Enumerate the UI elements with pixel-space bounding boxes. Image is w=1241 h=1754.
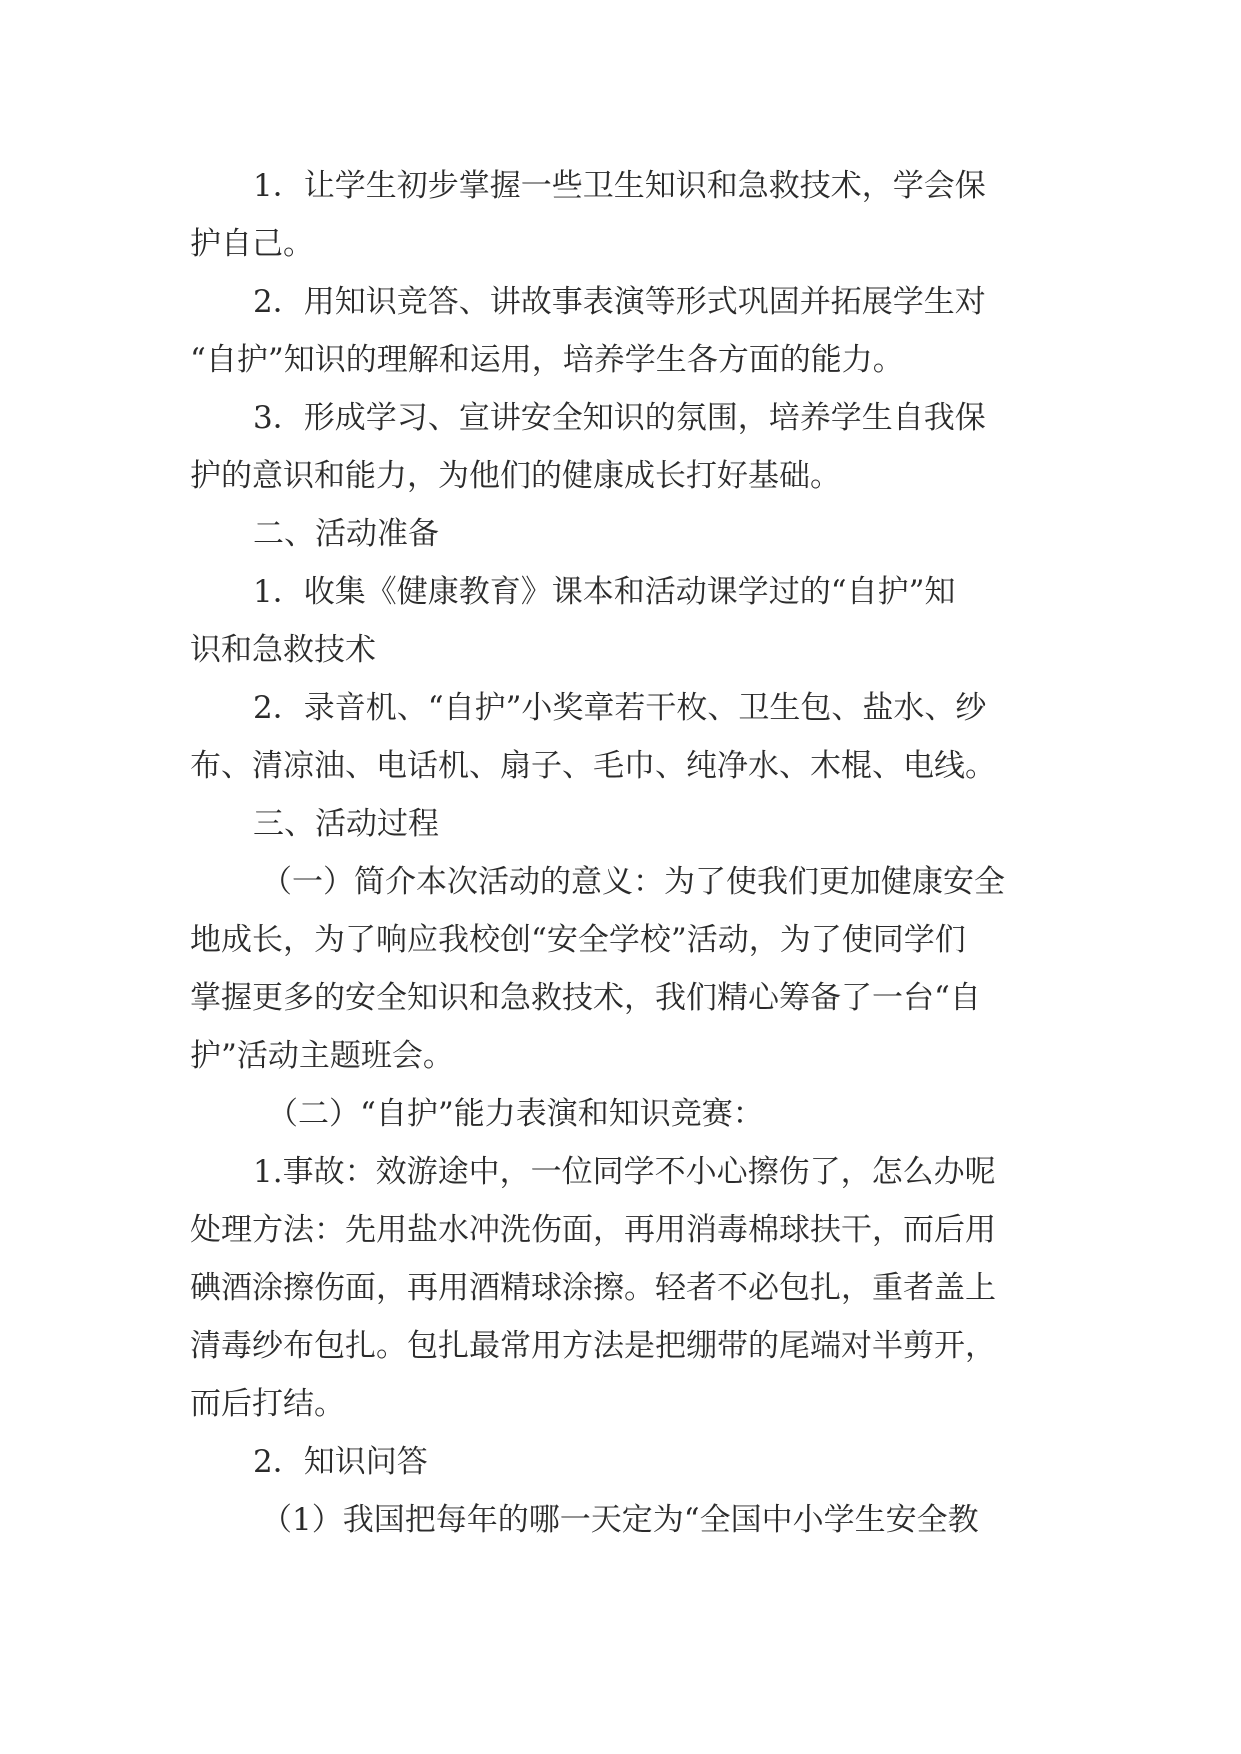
section-heading: 三、活动过程 xyxy=(253,806,439,842)
paragraph-line: （二）“自护”能力表演和知识竞赛： xyxy=(267,1096,764,1132)
paragraph-line: 2．知识问答 xyxy=(253,1444,428,1480)
paragraph-line: 而后打结。 xyxy=(190,1386,345,1422)
paragraph-line: 2．录音机、“自护”小奖章若干枚、卫生包、盐水、纱 xyxy=(253,690,987,726)
paragraph-line: 2．用知识竞答、讲故事表演等形式巩固并拓展学生对 xyxy=(253,284,986,320)
paragraph-line: “自护”知识的理解和运用，培养学生各方面的能力。 xyxy=(190,342,904,378)
paragraph-line: 1．让学生初步掌握一些卫生知识和急救技术，学会保 xyxy=(253,168,986,204)
paragraph-line: 1.事故：效游途中，一位同学不小心擦伤了，怎么办呢 xyxy=(253,1154,996,1190)
paragraph-line: 处理方法：先用盐水冲洗伤面，再用消毒棉球扶干，而后用 xyxy=(190,1212,996,1248)
paragraph-line: 碘酒涂擦伤面，再用酒精球涂擦。轻者不必包扎，重者盖上 xyxy=(190,1270,996,1306)
paragraph-line: 1．收集《健康教育》课本和活动课学过的“自护”知 xyxy=(253,574,956,610)
section-heading: 二、活动准备 xyxy=(253,516,439,552)
paragraph-line: 护自己。 xyxy=(190,226,314,262)
paragraph-line: 护”活动主题班会。 xyxy=(190,1038,454,1074)
paragraph-line: （1）我国把每年的哪一天定为“全国中小学生安全教 xyxy=(261,1502,979,1538)
paragraph-line: （一）简介本次活动的意义：为了使我们更加健康安全 xyxy=(261,864,1005,900)
paragraph-line: 地成长，为了响应我校创“安全学校”活动，为了使同学们 xyxy=(190,922,966,958)
paragraph-line: 识和急救技术 xyxy=(190,632,376,668)
paragraph-line: 掌握更多的安全知识和急救技术，我们精心筹备了一台“自 xyxy=(190,980,981,1016)
paragraph-line: 护的意识和能力，为他们的健康成长打好基础。 xyxy=(190,458,841,494)
paragraph-line: 布、清凉油、电话机、扇子、毛巾、纯净水、木棍、电线。 xyxy=(190,748,996,784)
paragraph-line: 3．形成学习、宣讲安全知识的氛围，培养学生自我保 xyxy=(253,400,986,436)
paragraph-line: 清毒纱布包扎。包扎最常用方法是把绷带的尾端对半剪开， xyxy=(190,1328,996,1364)
